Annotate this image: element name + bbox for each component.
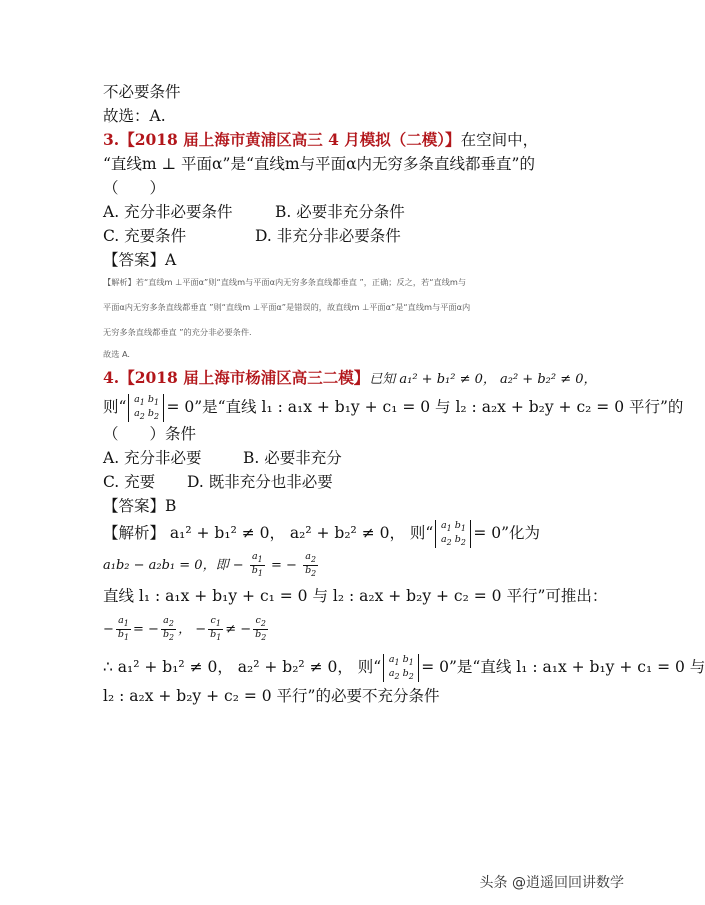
q3-statement: “直线m ⊥ 平面α”是“直线m与平面α内无穷多条直线都垂直”的	[103, 155, 535, 173]
line-1: 不必要条件	[103, 83, 181, 101]
fraction-c2-b2: $\frac{c_2}{b_2}$	[255, 615, 267, 642]
q4-option-b: B. 必要非充分	[243, 449, 342, 467]
determinant: $a_1$ $b_1$ $a_2$ $b_2$	[128, 394, 164, 422]
fraction-a1-b1: $\frac{a_1}{b_1}$	[117, 615, 130, 642]
q4-explanation-f: l₂ : a₂x + b₂y + c₂ = 0 平行”的必要不充分条件	[103, 687, 440, 705]
q4-heading	[103, 368, 597, 390]
fraction-a2-b2: $\frac{a_2}{b_2}$	[162, 615, 175, 642]
q3-option-c: C. 充要条件	[103, 227, 187, 245]
q4-explanation-b: a₁b₂ − a₂b₁ = 0，即 − $\frac{a_1}{b_1}$ = − $\frac{a_2}{b_2}$	[103, 551, 317, 578]
q4-stmt-mid: = 0”是“直线 l₁ : a₁x + b₁y + c₁ = 0 与 l₂ : a₂x + b₂y + c₂ = 0 平行”的	[166, 397, 684, 416]
q4-paren: （ ）条件	[103, 425, 197, 443]
q4-exp-e2: = 0”是“直线 l₁ : a₁x + b₁y + c₁ = 0 与	[421, 657, 705, 676]
q4-explanation-c: 直线 l₁ : a₁x + b₁y + c₁ = 0 与 l₂ : a₂x + b₂y + c₂ = 0 平行”可推出：	[103, 587, 608, 605]
q4-explanation-a	[103, 520, 540, 548]
q3-explanation-3: 无穷多条直线都垂直 ”的充分非必要条件.	[103, 327, 252, 337]
q4-exp-a: 【解析】 a₁² + b₁² ≠ 0， a₂² + b₂² ≠ 0， 则“	[103, 523, 434, 542]
q3-option-d: D. 非充分非必要条件	[255, 227, 401, 245]
q4-option-d: D. 既非充分也非必要	[187, 473, 333, 491]
fraction-a2-b2: $\frac{a_2}{b_2}$	[305, 551, 317, 578]
q3-tail: 在空间中，	[460, 131, 539, 149]
q4-answer: 【答案】B	[103, 497, 177, 515]
q3-paren: （ ）	[103, 179, 166, 197]
q3-heading	[103, 130, 538, 150]
q4-exp-e: ∴ a₁² + b₁² ≠ 0， a₂² + b₂² ≠ 0， 则“	[103, 657, 382, 676]
fraction-c1-b1: $\frac{c_1}{b_1}$	[210, 615, 222, 642]
q4-statement	[103, 394, 683, 422]
line-2: 故选：A.	[103, 107, 166, 125]
q3-number: 3.	[103, 130, 120, 149]
q4-source: 【2018 届上海市杨浦区高三二模】	[119, 368, 370, 387]
q3-options-cd	[103, 226, 401, 246]
fraction-a1-b1: $\frac{a_1}{b_1}$	[251, 551, 263, 578]
q4-options-cd	[103, 472, 333, 492]
q3-answer: 【答案】A	[103, 251, 177, 269]
q4-option-c: C. 充要	[103, 473, 156, 491]
q4-number: 4.	[103, 368, 120, 387]
determinant: $a_1$ $b_1$ $a_2$ $b_2$	[435, 520, 471, 548]
determinant: $a_1$ $b_1$ $a_2$ $b_2$	[383, 654, 419, 682]
q4-explanation-e	[103, 654, 705, 682]
q4-option-a: A. 充分非必要	[103, 449, 202, 467]
q4-exp-a2: = 0”化为	[473, 523, 541, 542]
q3-options-ab	[103, 202, 405, 222]
q3-explanation-1: 【解析】若“直线m ⊥平面α”则“直线m与平面α内无穷多条直线都垂直 ”，正确；反之，若“直线m与	[103, 277, 467, 287]
q4-tail: 已知 a₁² + b₁² ≠ 0， a₂² + b₂² ≠ 0，	[369, 372, 597, 387]
q3-option-a: A. 充分非必要条件	[103, 203, 233, 221]
q3-source: 【2018 届上海市黄浦区高三 4 月模拟（二模）】	[119, 130, 461, 149]
q4-options-ab	[103, 448, 342, 468]
q3-option-b: B. 必要非充分条件	[275, 203, 405, 221]
q3-choose: 故选 A.	[103, 349, 131, 359]
q3-explanation-2: 平面α内无穷多条直线都垂直 ”则“直线m ⊥平面α”是错误的，故直线m ⊥平面α”是“直线m与平面α内	[103, 302, 471, 312]
q4-stmt-pre: 则“	[103, 397, 127, 416]
watermark: 头条 @逍遥回回讲数学	[474, 869, 630, 895]
q4-exp-b: a₁b₂ − a₂b₁ = 0，即 −	[103, 557, 244, 573]
q4-explanation-d: − $\frac{a_1}{b_1}$ = − $\frac{a_2}{b_2}$ ， − $\frac{c_1}{b_1}$ ≠ − $\frac{c_2}{b_2}$	[103, 615, 267, 642]
